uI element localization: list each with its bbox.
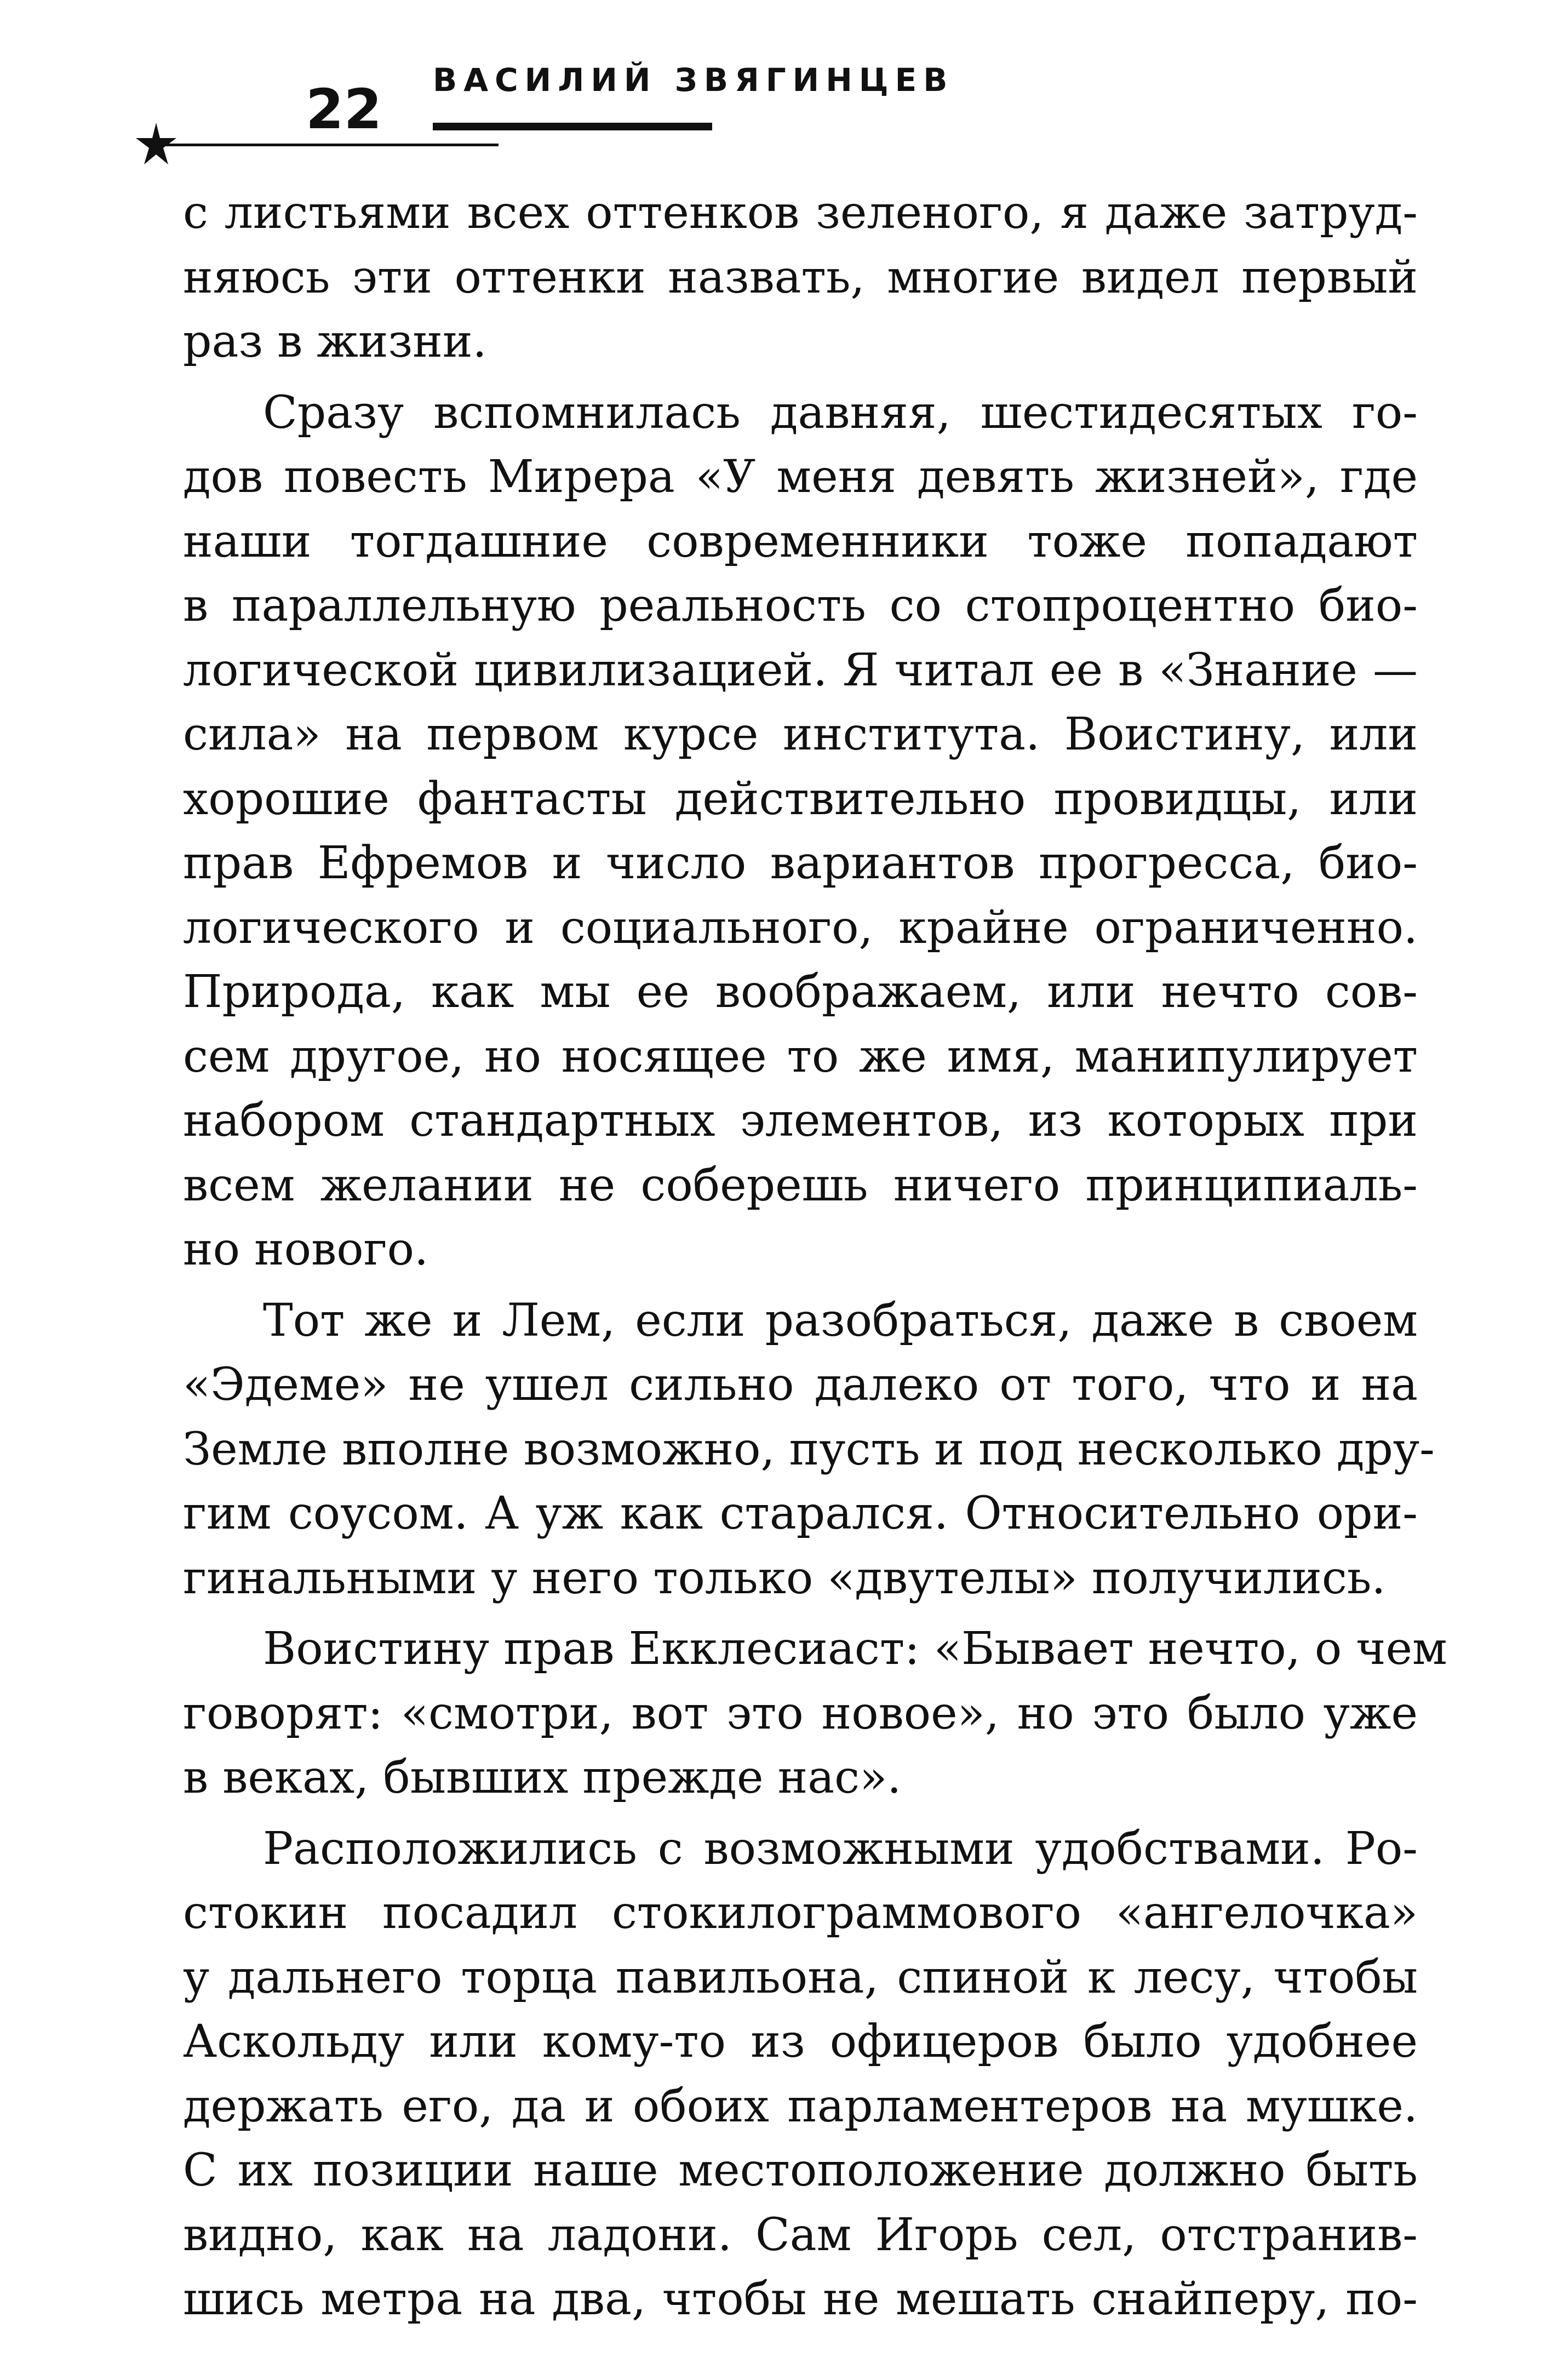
- paragraph-2: [183, 381, 1418, 1282]
- text-line: няюсь эти оттенки назвать, многие видел первый: [183, 251, 1418, 304]
- text-line: набором стандартных элементов, из которых при: [183, 1095, 1418, 1147]
- text-line: в веках, бывших прежде нас».: [183, 1752, 902, 1804]
- paragraph-3: [183, 1289, 1435, 1611]
- text-line: но нового.: [183, 1223, 429, 1275]
- text-line: Расположились с возможными удобствами. Ро-: [263, 1822, 1418, 1875]
- text-line: стокин посадил стокилограммового «ангелочка»: [183, 1887, 1418, 1939]
- text-line: держать его, да и обоих парламентеров на мушке.: [183, 2080, 1418, 2132]
- text-line: с листьями всех оттенков зеленого, я даже затруд-: [183, 187, 1418, 239]
- text-line: Тот же и Лем, если разобраться, даже в своем: [263, 1294, 1418, 1347]
- text-line: всем желании не соберешь ничего принципиаль-: [183, 1159, 1418, 1211]
- text-line: дов повесть Мирера «У меня девять жизней», где: [183, 451, 1418, 503]
- text-line: Сразу вспомнилась давняя, шестидесятых го-: [263, 386, 1418, 439]
- running-head-author: ВАСИЛИЙ ЗВЯГИНЦЕВ: [433, 61, 954, 99]
- text-line: С их позиции наше местоположение должно быть: [183, 2144, 1418, 2196]
- text-line: гим соусом. А уж как старался. Относительно ори-: [183, 1488, 1418, 1540]
- text-line: логической цивилизацией. Я читал ее в «Знание —: [183, 644, 1418, 696]
- text-line: раз в жизни.: [183, 316, 487, 368]
- text-line: видно, как на ладони. Сам Игорь сел, отстранив-: [183, 2209, 1418, 2261]
- paragraph-4: [183, 1617, 1447, 1810]
- text-line: прав Ефремов и число вариантов прогресса, био-: [183, 837, 1418, 889]
- text-line: в параллельную реальность со стопроцентно био-: [183, 580, 1418, 632]
- text-line: «Эдеме» не ушел сильно далеко от того, что и на: [183, 1359, 1418, 1411]
- header-rule-right: [433, 123, 712, 130]
- text-line: гинальными у него только «двутелы» получились.: [183, 1552, 1386, 1604]
- text-line: логического и социального, крайне ограниченно.: [183, 901, 1418, 954]
- text-line: Земле вполне возможно, пусть и под несколько дру-: [183, 1423, 1435, 1475]
- text-line: Воистину прав Екклесиаст: «Бывает нечто, о чем: [263, 1623, 1447, 1675]
- text-line: Природа, как мы ее воображаем, или нечто сов-: [183, 966, 1418, 1018]
- paragraph-1: [183, 181, 1418, 374]
- page-number: 22: [306, 77, 382, 141]
- paragraph-5: [183, 1817, 1418, 2332]
- text-line: у дальнего торца павильона, спиной к лесу, чтобы: [183, 1951, 1418, 2004]
- text-line: сила» на первом курсе института. Воистину, или: [183, 708, 1418, 760]
- text-line: говорят: «смотри, вот это новое», но это было уже: [183, 1687, 1418, 1740]
- text-line: хорошие фантасты действительно провидцы, или: [183, 773, 1418, 825]
- text-line: шись метра на два, чтобы не мешать снайперу, по-: [183, 2273, 1418, 2325]
- text-line: наши тогдашние современники тоже попадают: [183, 515, 1418, 568]
- body-text: [183, 181, 1447, 2332]
- header-rule-left: [164, 144, 499, 146]
- text-line: сем другое, но носящее то же имя, манипулирует: [183, 1030, 1418, 1083]
- text-line: Аскольду или кому-то из офицеров было удобнее: [183, 2016, 1418, 2068]
